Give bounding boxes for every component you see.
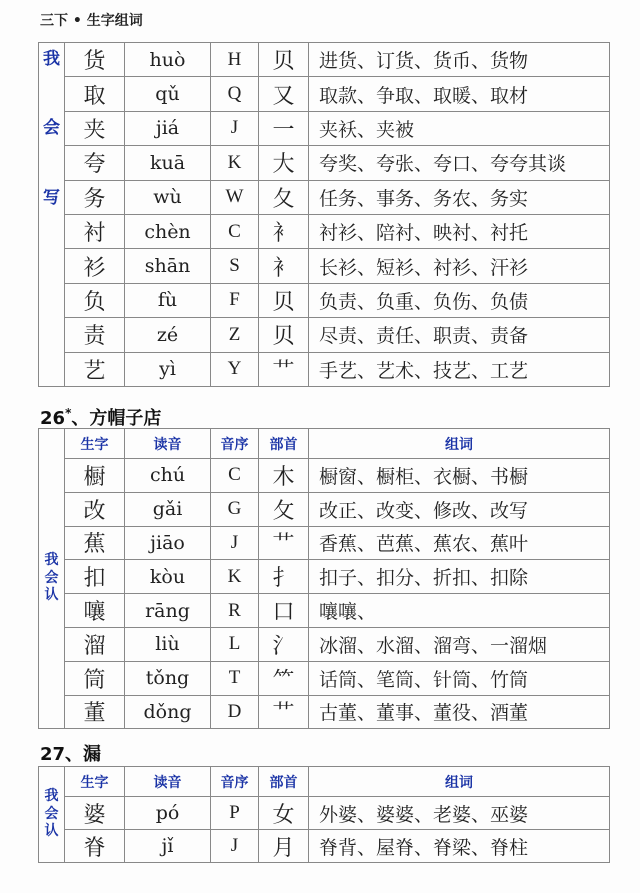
words-cell: 外婆、婆婆、老婆、巫婆: [309, 797, 610, 830]
words-cell: 改正、改变、修改、改写: [309, 492, 610, 526]
side-label-char: 会: [43, 118, 60, 139]
char-cell: 蕉: [65, 526, 125, 560]
letter-cell: R: [211, 594, 259, 628]
table-row: [39, 695, 610, 729]
radical-cell: 艹: [259, 352, 309, 386]
radical-cell: 口: [259, 594, 309, 628]
pinyin-cell: jiāo: [125, 526, 211, 560]
table-row: [39, 283, 610, 317]
pinyin-cell: shān: [125, 249, 211, 283]
pinyin-cell: yì: [125, 352, 211, 386]
pinyin-cell: huò: [125, 43, 211, 77]
header-words: 组词: [309, 767, 610, 797]
words-cell: 负责、负重、负伤、负债: [309, 283, 610, 317]
pinyin-cell: jǐ: [125, 830, 211, 863]
letter-cell: W: [211, 180, 259, 214]
table-row: [39, 146, 610, 180]
radical-cell: 女: [259, 797, 309, 830]
side-label-char: 认: [44, 823, 59, 840]
letter-cell: Q: [211, 77, 259, 111]
radical-cell: 木: [259, 459, 309, 493]
words-cell: 夸奖、夸张、夸口、夸夸其谈: [309, 146, 610, 180]
pinyin-cell: rāng: [125, 594, 211, 628]
table-row: [39, 526, 610, 560]
pinyin-cell: jiá: [125, 111, 211, 145]
side-label: [39, 43, 65, 387]
table-row: [39, 797, 610, 830]
table-row: [39, 180, 610, 214]
header-letter: 音序: [211, 429, 259, 459]
radical-cell: 氵: [259, 627, 309, 661]
table-row: [39, 77, 610, 111]
side-label-char: 我: [44, 788, 59, 805]
table-row: [39, 111, 610, 145]
char-cell: 艺: [65, 352, 125, 386]
char-cell: 橱: [65, 459, 125, 493]
words-cell: 手艺、艺术、技艺、工艺: [309, 352, 610, 386]
words-cell: 话筒、笔筒、针筒、竹筒: [309, 661, 610, 695]
radical-cell: 扌: [259, 560, 309, 594]
section2-number: 26: [40, 408, 66, 429]
header-words: 组词: [309, 429, 610, 459]
letter-cell: H: [211, 43, 259, 77]
table-row: [39, 661, 610, 695]
header-char: 生字: [65, 429, 125, 459]
letter-cell: K: [211, 560, 259, 594]
radical-cell: ⺮: [259, 661, 309, 695]
side-label: [39, 767, 65, 863]
section2-star: *: [65, 406, 72, 420]
pinyin-cell: zé: [125, 318, 211, 352]
section2-title: [40, 404, 161, 430]
char-cell: 务: [65, 180, 125, 214]
radical-cell: 攵: [259, 492, 309, 526]
pinyin-cell: chú: [125, 459, 211, 493]
radical-cell: 衤: [259, 214, 309, 248]
header-letter: 音序: [211, 767, 259, 797]
header-char: 生字: [65, 767, 125, 797]
radical-cell: 又: [259, 77, 309, 111]
letter-cell: D: [211, 695, 259, 729]
char-cell: 婆: [65, 797, 125, 830]
radical-cell: 一: [259, 111, 309, 145]
words-cell: 扣子、扣分、折扣、扣除: [309, 560, 610, 594]
side-label-char: 会: [44, 569, 59, 586]
words-cell: 橱窗、橱柜、衣橱、书橱: [309, 459, 610, 493]
table-row: [39, 318, 610, 352]
letter-cell: C: [211, 214, 259, 248]
char-cell: 货: [65, 43, 125, 77]
radical-cell: 贝: [259, 283, 309, 317]
letter-cell: J: [211, 830, 259, 863]
words-cell: 尽责、责任、职责、责备: [309, 318, 610, 352]
words-cell: 衬衫、陪衬、映衬、衬托: [309, 214, 610, 248]
table-section3: [38, 766, 610, 863]
pinyin-cell: tǒng: [125, 661, 211, 695]
radical-cell: 夂: [259, 180, 309, 214]
radical-cell: 艹: [259, 695, 309, 729]
words-cell: 香蕉、芭蕉、蕉农、蕉叶: [309, 526, 610, 560]
words-cell: 嚷嚷、: [309, 594, 610, 628]
letter-cell: J: [211, 111, 259, 145]
pinyin-cell: pó: [125, 797, 211, 830]
letter-cell: K: [211, 146, 259, 180]
table-row: [39, 830, 610, 863]
table-section2: [38, 428, 610, 729]
char-cell: 衫: [65, 249, 125, 283]
radical-cell: 贝: [259, 318, 309, 352]
char-cell: 负: [65, 283, 125, 317]
header-radical: 部首: [259, 429, 309, 459]
header-pinyin: 读音: [125, 429, 211, 459]
pinyin-cell: chèn: [125, 214, 211, 248]
letter-cell: J: [211, 526, 259, 560]
letter-cell: Y: [211, 352, 259, 386]
side-label-char: 我: [43, 49, 60, 69]
section2-title-text: 、方帽子店: [71, 408, 162, 429]
radical-cell: 衤: [259, 249, 309, 283]
letter-cell: G: [211, 492, 259, 526]
radical-cell: 大: [259, 146, 309, 180]
char-cell: 衬: [65, 214, 125, 248]
letter-cell: T: [211, 661, 259, 695]
pinyin-cell: gǎi: [125, 492, 211, 526]
letter-cell: P: [211, 797, 259, 830]
pinyin-cell: dǒng: [125, 695, 211, 729]
table-row: [39, 627, 610, 661]
words-cell: 脊背、屋脊、脊梁、脊柱: [309, 830, 610, 863]
char-cell: 夸: [65, 146, 125, 180]
char-cell: 董: [65, 695, 125, 729]
side-label-char: 认: [44, 587, 59, 604]
letter-cell: C: [211, 459, 259, 493]
radical-cell: 艹: [259, 526, 309, 560]
pinyin-cell: qǔ: [125, 77, 211, 111]
pinyin-cell: liù: [125, 627, 211, 661]
table-row: [39, 459, 610, 493]
pinyin-cell: fù: [125, 283, 211, 317]
header-radical: 部首: [259, 767, 309, 797]
char-cell: 筒: [65, 661, 125, 695]
table-row: [39, 352, 610, 386]
pinyin-cell: kuā: [125, 146, 211, 180]
char-cell: 扣: [65, 560, 125, 594]
letter-cell: S: [211, 249, 259, 283]
words-cell: 古董、董事、董役、酒董: [309, 695, 610, 729]
pinyin-cell: kòu: [125, 560, 211, 594]
words-cell: 取款、争取、取暖、取材: [309, 77, 610, 111]
table-row: [39, 492, 610, 526]
radical-cell: 月: [259, 830, 309, 863]
letter-cell: Z: [211, 318, 259, 352]
words-cell: 任务、事务、务农、务实: [309, 180, 610, 214]
table-row: [39, 249, 610, 283]
char-cell: 夹: [65, 111, 125, 145]
table-row: [39, 43, 610, 77]
radical-cell: 贝: [259, 43, 309, 77]
words-cell: 长衫、短衫、衬衫、汗衫: [309, 249, 610, 283]
table-header-row: [39, 429, 610, 459]
char-cell: 取: [65, 77, 125, 111]
letter-cell: F: [211, 283, 259, 317]
char-cell: 改: [65, 492, 125, 526]
char-cell: 责: [65, 318, 125, 352]
words-cell: 冰溜、水溜、溜弯、一溜烟: [309, 627, 610, 661]
table-row: [39, 214, 610, 248]
table-section1: [38, 42, 610, 387]
side-label: [39, 429, 65, 729]
char-cell: 溜: [65, 627, 125, 661]
section3-title: 27、漏: [40, 744, 102, 765]
words-cell: 进货、订货、货币、货物: [309, 43, 610, 77]
words-cell: 夹袄、夹被: [309, 111, 610, 145]
pinyin-cell: wù: [125, 180, 211, 214]
table-header-row: [39, 767, 610, 797]
char-cell: 脊: [65, 830, 125, 863]
side-label-char: 会: [44, 805, 59, 822]
page-title: 三下 • 生字组词: [40, 13, 143, 29]
letter-cell: L: [211, 627, 259, 661]
char-cell: 嚷: [65, 594, 125, 628]
table-row: [39, 594, 610, 628]
header-pinyin: 读音: [125, 767, 211, 797]
side-label-char: 写: [43, 187, 60, 208]
side-label-char: 我: [44, 552, 59, 569]
table-row: [39, 560, 610, 594]
